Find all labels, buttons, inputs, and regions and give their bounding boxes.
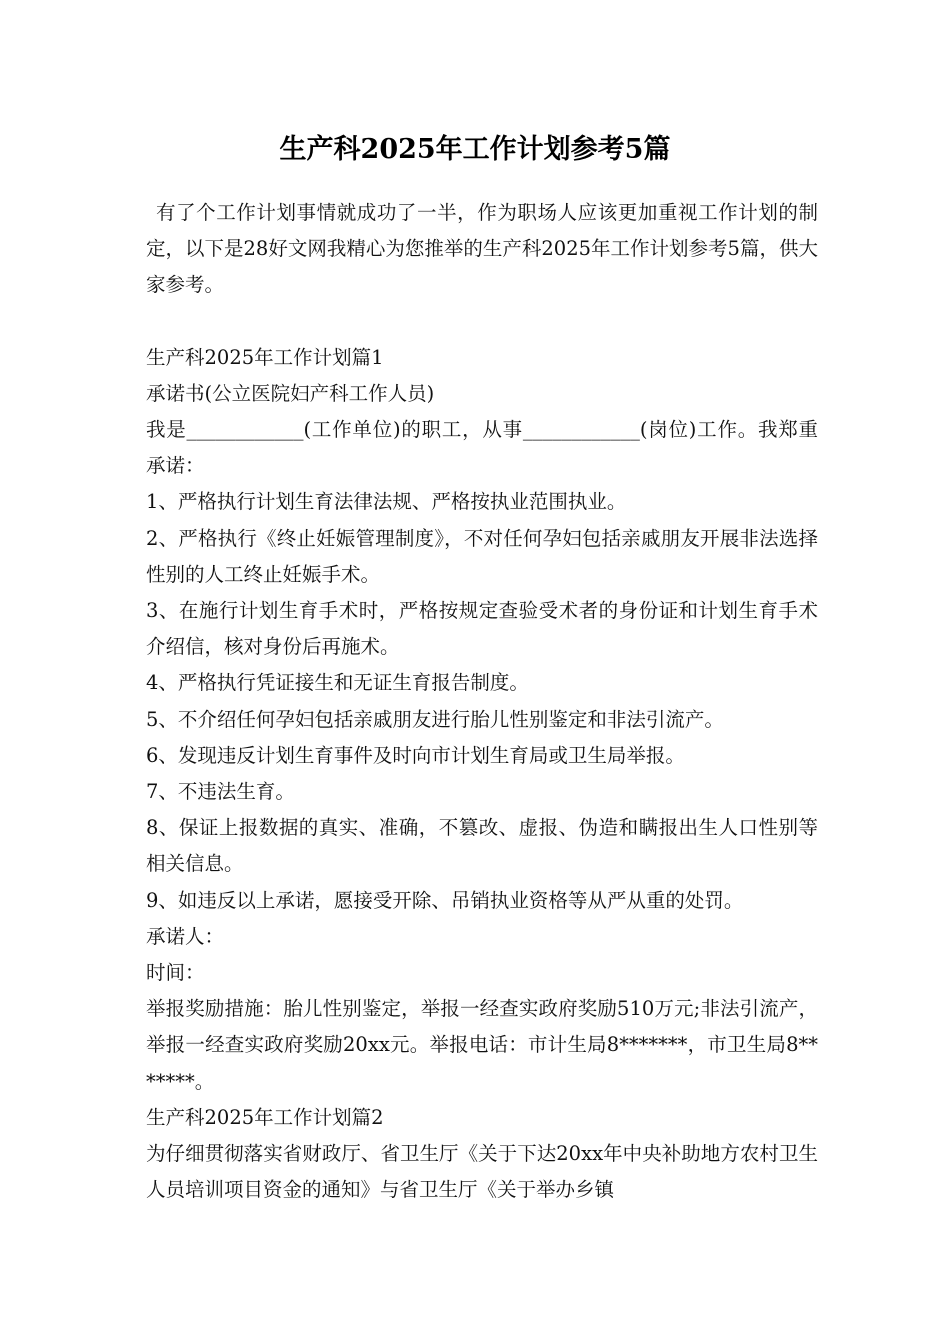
reward-paragraph: 举报奖励措施：胎儿性别鉴定，举报一经查实政府奖励510万元;非法引流产，举报一经查实政府奖励20xx元。举报电话：市计生局8*******，市卫生局8*******。 — [146, 997, 818, 1093]
pledge-item: 9、如违反以上承诺，愿接受开除、吊销执业资格等从严从重的处罚。 — [146, 888, 744, 912]
section-heading: 生产科2025年工作计划篇2 — [146, 1105, 384, 1129]
pledge-item: 1、严格执行计划生育法律法规、严格按执业范围执业。 — [146, 490, 627, 514]
pledge-intro: 我是____________(工作单位)的职工，从事____________(岗位)工作。我郑重承诺： — [146, 418, 818, 478]
document-body — [146, 195, 818, 1208]
pledge-subtitle: 承诺书(公立医院妇产科工作人员) — [146, 381, 435, 405]
paragraph-gap — [146, 304, 818, 340]
signer-line: 承诺人： — [146, 924, 225, 948]
pledge-item: 2、严格执行《终止妊娠管理制度》，不对任何孕妇包括亲戚朋友开展非法选择性别的人工终止妊娠手术。 — [146, 526, 818, 586]
pledge-item: 6、发现违反计划生育事件及时向市计划生育局或卫生局举报。 — [146, 743, 685, 767]
pledge-item: 7、不违法生育。 — [146, 780, 295, 804]
pledge-item: 8、保证上报数据的真实、准确，不篡改、虚报、伪造和瞒报出生人口性别等相关信息。 — [146, 816, 818, 876]
section2-paragraph: 为仔细贯彻落实省财政厅、省卫生厅《关于下达20xx年中央补助地方农村卫生人员培训项目资金的通知》与省卫生厅《关于举办乡镇 — [146, 1142, 818, 1202]
pledge-item: 4、严格执行凭证接生和无证生育报告制度。 — [146, 671, 529, 695]
section-heading: 生产科2025年工作计划篇1 — [146, 345, 384, 369]
intro-paragraph: 有了个工作计划事情就成功了一半，作为职场人应该更加重视工作计划的制定，以下是28好文网我精心为您推举的生产科2025年工作计划参考5篇，供大家参考。 — [146, 201, 818, 297]
pledge-item: 5、不介绍任何孕妇包括亲戚朋友进行胎儿性别鉴定和非法引流产。 — [146, 707, 724, 731]
document-title: 生产科2025年工作计划参考5篇 — [279, 134, 671, 165]
pledge-item: 3、在施行计划生育手术时，严格按规定查验受术者的身份证和计划生育手术介绍信，核对身份后再施术。 — [146, 599, 818, 659]
date-line: 时间： — [146, 961, 205, 985]
